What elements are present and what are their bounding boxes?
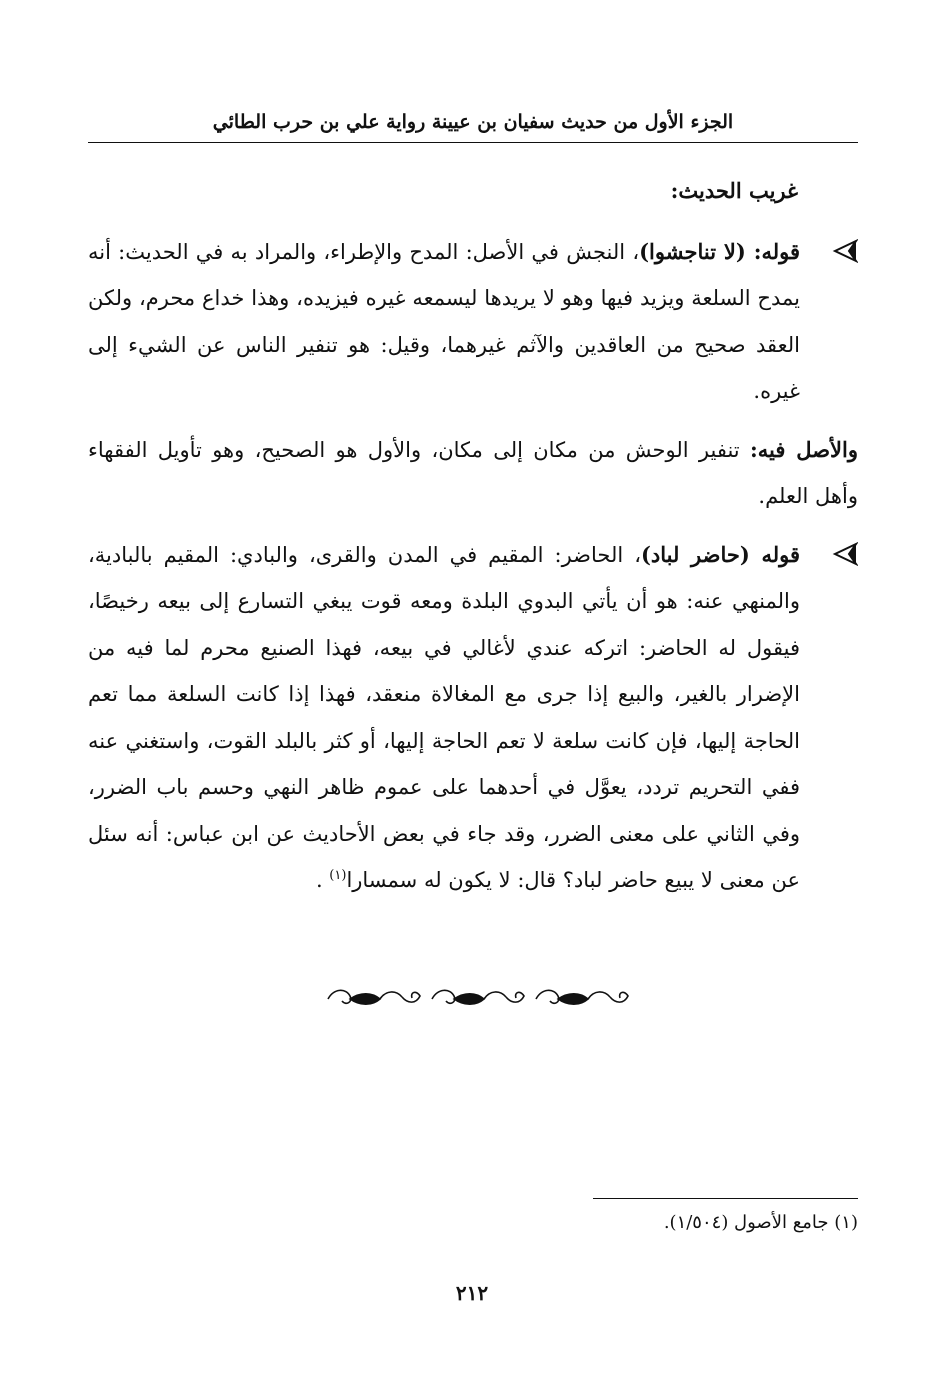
paragraph-text: تنفير الوحش من مكان إلى مكان، والأول هو الصحيح، وهو تأويل الفقهاء وأهل العلم. — [88, 437, 858, 508]
running-header: الجزء الأول من حديث سفيان بن عيينة رواية علي بن حرب الطائي — [212, 111, 734, 133]
arrowhead-bullet-icon — [832, 238, 858, 264]
entry-tail: . — [315, 868, 330, 892]
section-title: غريب الحديث: — [670, 178, 798, 203]
floral-divider-icon — [320, 982, 630, 1016]
footnote-rule — [593, 1198, 858, 1199]
header-rule — [88, 142, 858, 143]
paragraph-asl — [88, 427, 858, 520]
footnote: (١) جامع الأصول (١/٥٠٤). — [663, 1212, 858, 1233]
footnote-reference[interactable]: (١) — [329, 868, 347, 883]
entry-lead: قوله (حاضر لباد) — [640, 541, 800, 567]
arrowhead-bullet-icon — [832, 541, 858, 567]
entry-text: ، الحاضر: المقيم في المدن والقرى، والبادي: المقيم بالبادية، والمنهي عنه: هو أن يأتي البدوي البلدة ومعه قوت يبغي التسارع إلى بيعه رخيصًا، فيقول له الحاضر: اتركه عندي لأغالي في بيعه، فهذا الصنيع محرم لما فيه من الإضرار بالغير، والبيع إذا جرى مع المغالاة منعقد، فهذا إذا كانت السلعة مما تعم الحاجة إليها، فإن كانت سلعة لا تعم الحاجة إليها، أو كثر بالبلد القوت، واستغني عنه ففي التحريم تردد، يعوَّل في أحدهما على عموم ظاهر النهي وحسم باب الضرر، وفي الثاني على معنى الضرر، وقد جاء في بعض الأحاديث عن ابن عباس: أنه سئل عن معنى لا يبيع حاضر لباد؟ قال: لا يكون له سمسارا — [88, 542, 800, 892]
entry-text: ، النجش في الأصل: المدح والإطراء، والمراد به في الحديث: أنه يمدح السلعة ويزيد فيها وهو لا يريدها ليسمعه غيره فيزيده، وهذا خداع محرم، ولكن العقد صحيح من العاقدين والآثم غيرهما، وقيل: هو تنفير الناس عن الشيء إلى غيره. — [88, 239, 800, 403]
main-text — [88, 168, 858, 916]
entry-hadir-libad — [88, 532, 858, 904]
page-number: ٢١٢ — [455, 1281, 489, 1305]
entry-lead: قوله: (لا تناجشوا) — [639, 238, 800, 264]
paragraph-lead: والأصل فيه: — [749, 436, 858, 462]
entry-la-tanajashu — [88, 229, 858, 415]
